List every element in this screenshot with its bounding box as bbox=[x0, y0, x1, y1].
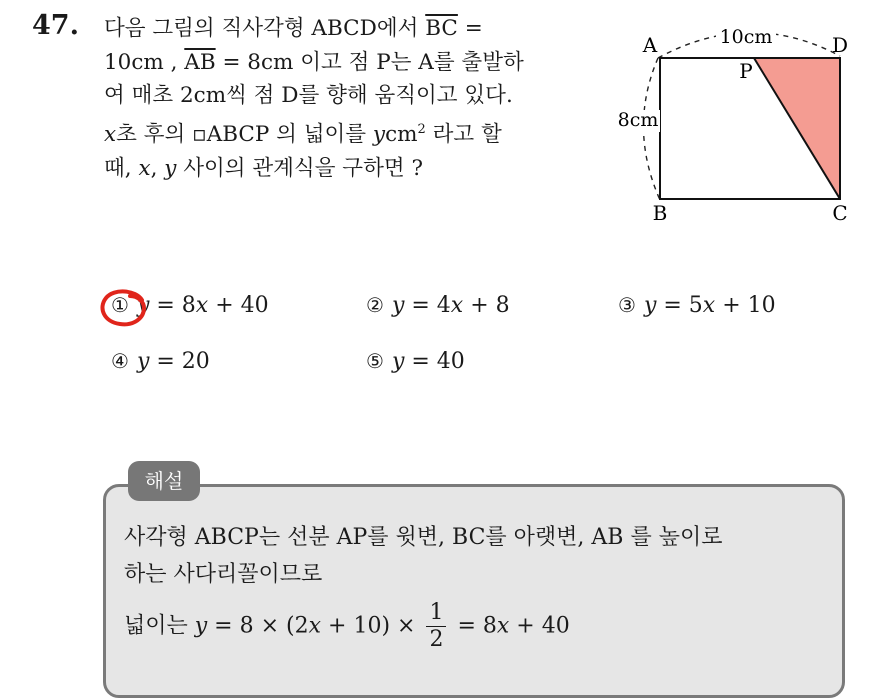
solution-line-3 bbox=[124, 600, 570, 653]
choice-5[interactable] bbox=[366, 349, 465, 374]
choice-mark: ⑤ bbox=[366, 349, 384, 373]
question-line-4 bbox=[104, 113, 594, 152]
var-y: y bbox=[391, 293, 405, 318]
label-c: C bbox=[832, 201, 848, 225]
label-a: A bbox=[642, 33, 658, 57]
text-segment: 사이의 관계식을 구하면 ? bbox=[176, 155, 423, 181]
question-number: 47. bbox=[32, 10, 79, 41]
label-d: D bbox=[831, 33, 849, 57]
label-8cm: 8cm bbox=[617, 109, 659, 131]
question-line-1 bbox=[104, 12, 594, 46]
label-b: B bbox=[652, 201, 668, 225]
label-10cm: 10cm bbox=[719, 26, 773, 48]
fraction-denominator: 2 bbox=[429, 627, 444, 652]
solution-line-2: 하는 사다리꼴이므로 bbox=[124, 562, 323, 587]
label-p: P bbox=[739, 59, 753, 83]
choice-mark: ③ bbox=[618, 293, 636, 317]
choice-mark: ① bbox=[111, 293, 129, 317]
text-segment: 여 매초 2cm씩 점 D를 향해 움직이고 있다. bbox=[104, 83, 513, 109]
text-segment: = 8cm 이고 점 P는 A를 출발하 bbox=[215, 49, 524, 75]
var-y: y bbox=[194, 613, 208, 639]
solution-tag: 해설 bbox=[128, 461, 200, 501]
text-segment: = 8 × (2 bbox=[207, 613, 309, 639]
question-line-3 bbox=[104, 79, 594, 113]
var-x: x bbox=[138, 155, 151, 181]
question-line-5 bbox=[104, 152, 594, 186]
var-y: y bbox=[391, 349, 405, 374]
text-segment: + 10) × bbox=[321, 613, 423, 639]
text-segment: = bbox=[457, 16, 483, 41]
choice-text: + 10 bbox=[715, 293, 776, 318]
choice-mark: ④ bbox=[111, 349, 129, 373]
choice-text: = 4 bbox=[404, 293, 451, 318]
segment-ab: $\overline{AB}$ bbox=[184, 49, 216, 75]
question-text bbox=[104, 12, 594, 185]
choice-text: = 5 bbox=[656, 293, 703, 318]
var-y: y bbox=[136, 349, 150, 374]
var-x: x bbox=[496, 613, 510, 639]
choice-mark: ② bbox=[366, 293, 384, 317]
answer-circle-icon bbox=[98, 288, 152, 328]
var-y: y bbox=[136, 293, 150, 318]
choice-3[interactable] bbox=[618, 293, 776, 318]
choice-text: = 20 bbox=[149, 349, 210, 374]
choice-4[interactable] bbox=[111, 349, 210, 374]
var-x: x bbox=[308, 613, 322, 639]
var-x: x bbox=[195, 293, 209, 318]
var-x: x bbox=[702, 293, 716, 318]
text-segment: 라고 할 bbox=[425, 121, 502, 147]
text-segment: 때, bbox=[104, 155, 139, 181]
unit-cm: cm bbox=[385, 121, 418, 147]
solution-box bbox=[103, 484, 845, 698]
var-y: y bbox=[643, 293, 657, 318]
text-segment: 넓이는 bbox=[124, 613, 195, 639]
text-segment: 다음 그림의 직사각형 ABCD에서 bbox=[104, 16, 426, 41]
text-segment: + 40 bbox=[509, 613, 570, 639]
text-segment: , bbox=[150, 155, 165, 181]
question-line-2 bbox=[104, 46, 594, 80]
choice-text: = 40 bbox=[404, 349, 465, 374]
text-segment: = 8 bbox=[450, 613, 497, 639]
text-segment: 10cm , bbox=[104, 49, 185, 75]
fraction-one-half bbox=[426, 600, 446, 653]
choice-text: = 8 bbox=[149, 293, 196, 318]
solution-line-1: 사각형 ABCP는 선분 AP를 윗변, BC를 아랫변, AB 를 높이로 bbox=[124, 525, 723, 550]
exponent: 2 bbox=[417, 121, 426, 137]
rectangle-figure bbox=[600, 18, 870, 238]
choice-text: + 40 bbox=[208, 293, 269, 318]
var-x: x bbox=[450, 293, 464, 318]
var-y: y bbox=[372, 121, 386, 147]
var-y: y bbox=[164, 155, 177, 181]
text-segment: 초 후의 ▫ABCP 의 넓이를 bbox=[116, 121, 373, 147]
choice-2[interactable] bbox=[366, 293, 510, 318]
choice-text: + 8 bbox=[463, 293, 510, 318]
segment-bc: $\overline{BC}$ bbox=[425, 16, 458, 41]
var-x: x bbox=[104, 121, 117, 147]
fraction-numerator: 1 bbox=[426, 600, 446, 627]
